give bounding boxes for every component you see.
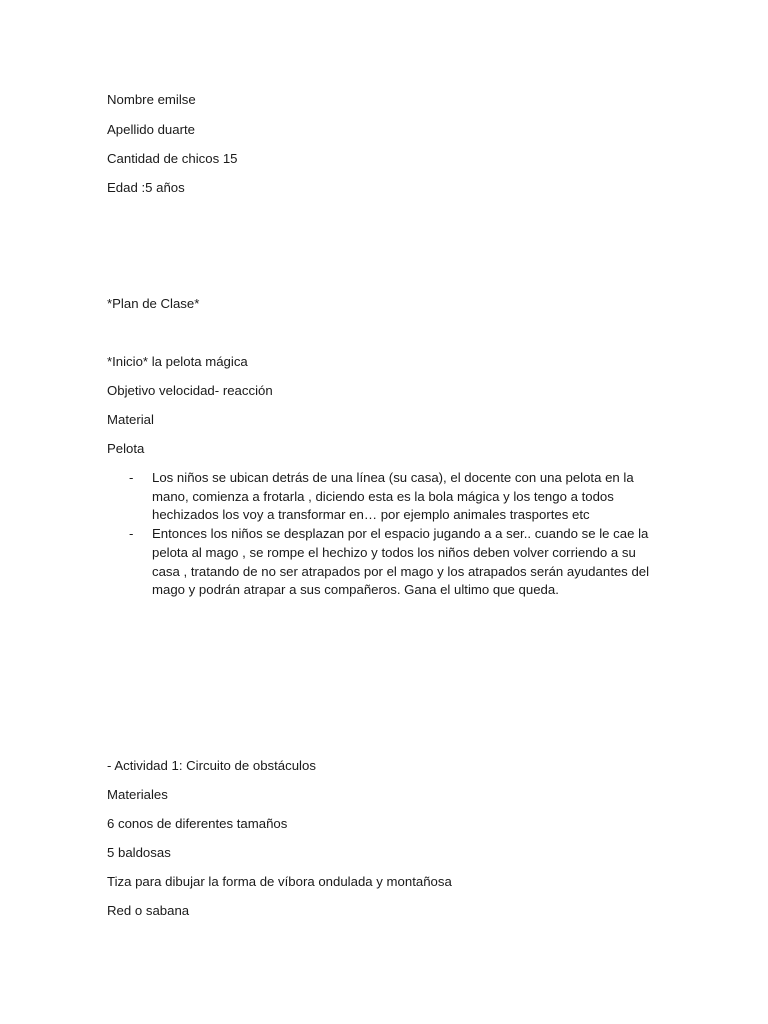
plan-title: *Plan de Clase* bbox=[107, 296, 200, 311]
material-item: Tiza para dibujar la forma de víbora ondulada y montañosa bbox=[107, 874, 452, 889]
material-item: 6 conos de diferentes tamaños bbox=[107, 816, 288, 831]
inicio-bullet-list bbox=[107, 469, 667, 600]
list-item bbox=[107, 525, 667, 600]
nombre-line: Nombre emilse bbox=[107, 92, 196, 107]
inicio-title: *Inicio* la pelota mágica bbox=[107, 354, 248, 369]
bullet-dash: - bbox=[129, 470, 134, 485]
cantidad-line: Cantidad de chicos 15 bbox=[107, 151, 238, 166]
materiales-label: Materiales bbox=[107, 787, 168, 802]
list-item bbox=[107, 469, 667, 525]
bullet-text: Entonces los niños se desplazan por el espacio jugando a a ser.. cuando se le cae la pelota al mago , se rompe el hechizo y todos los niños deben volver corriendo a su casa , tratando de no ser atrapados por el mago y los atrapados serán ayudantes del mago y podrán atrapar a sus compañeros. Gana el ultimo que queda. bbox=[152, 526, 650, 598]
material-label: Material bbox=[107, 412, 154, 427]
bullet-text: Los niños se ubican detrás de una línea (su casa), el docente con una pelota en la mano, comienza a frotarla , diciendo esta es la bola mágica y los tengo a todos hechizados los voy a transformar en… por ejemplo animales trasportes etc bbox=[152, 470, 634, 523]
bullet-dash: - bbox=[129, 526, 134, 542]
material-item: Red o sabana bbox=[107, 903, 190, 918]
objetivo-line: Objetivo velocidad- reacción bbox=[107, 383, 273, 398]
edad-line: Edad :5 años bbox=[107, 180, 185, 195]
material-item: Pelota bbox=[107, 441, 145, 456]
apellido-line: Apellido duarte bbox=[107, 122, 195, 137]
material-item: 5 baldosas bbox=[107, 845, 171, 860]
actividad1-title: - Actividad 1: Circuito de obstáculos bbox=[107, 758, 316, 773]
